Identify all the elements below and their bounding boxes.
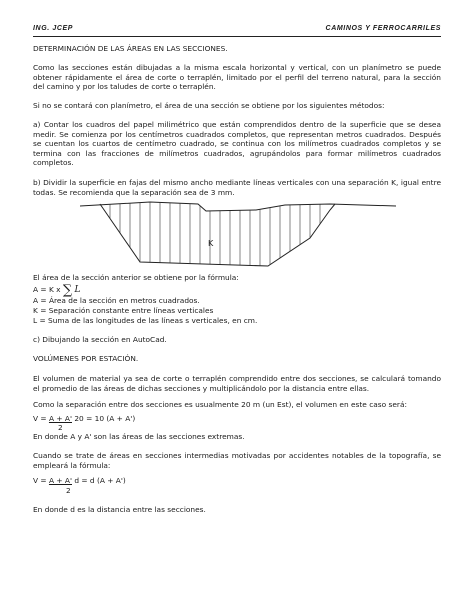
paragraph-method-a: a) Contar los cuadros del papel milimétrico que están comprendidos dentro de la superficie que se desea medir. Se comienza por los centímetros cuadrados completos, que representan metros cuadrados. Después se cuentan los cuartos de centímetro cuadrado, se continua con los milímetros cuadrados completos y se termina con las fracciones de milímetros cuadrados, agrupándolos para formar milímetros cuadrados completos. bbox=[33, 120, 441, 168]
paragraph-method-c: c) Dibujando la sección en AutoCad. bbox=[33, 335, 167, 344]
definition-a: A = Área de la sección en metros cuadrados. bbox=[33, 296, 200, 305]
section-title-volumes: VOLÚMENES POR ESTACIÓN. bbox=[33, 354, 139, 363]
formula1-denominator: 2 bbox=[58, 423, 63, 432]
paragraph-station-spacing: Como la separación entre dos secciones es usualmente 20 m (un Est), el volumen en este caso será: bbox=[33, 400, 407, 409]
header-rule bbox=[33, 36, 441, 37]
header-author: ING. JCEP bbox=[33, 25, 74, 32]
figure-label-k: K bbox=[208, 239, 214, 248]
terrain-profile bbox=[80, 202, 396, 211]
formula1-note: En donde A y A' son las áreas de las secciones extremas. bbox=[33, 432, 245, 441]
formula-area bbox=[33, 283, 441, 297]
formula1-numerator: A + A' bbox=[48, 414, 72, 423]
formula2-lhs: V = bbox=[33, 476, 49, 485]
definition-k: K = Separación constante entre líneas verticales bbox=[33, 306, 214, 315]
header-course: CAMINOS Y FERROCARRILES bbox=[325, 25, 441, 32]
page-header bbox=[33, 22, 441, 34]
formula1-lhs: V = bbox=[33, 414, 49, 423]
definition-l: L = Suma de las longitudes de las líneas s verticales, en cm. bbox=[33, 316, 258, 325]
formula2-denominator: 2 bbox=[66, 486, 71, 495]
formula2-numerator: A + A' bbox=[48, 476, 72, 485]
formula1-rest: 20 = 10 (A + A') bbox=[72, 414, 136, 423]
paragraph-methods: Si no se contará con planímetro, el área de una sección se obtiene por los siguientes métodos: bbox=[33, 101, 385, 110]
paragraph-intermediate-sections: Cuando se trate de áreas en secciones intermedias motivadas por accidentes notables de la topografía, se empleará la fórmula: bbox=[33, 451, 441, 470]
formula-volume-distance bbox=[33, 476, 441, 486]
paragraph-planimeter: Como las secciones están dibujadas a la misma escala horizontal y vertical, con un planímetro se puede obtener rápidamente el área de corte o terraplén, limitado por el perfil del terreno natural, para la sección del camino y por los taludes de corte o terraplén. bbox=[33, 63, 441, 92]
formula-area-l: L bbox=[74, 285, 81, 295]
paragraph-method-b: b) Dividir la superficie en fajas del mismo ancho mediante líneas verticales con una separación K, igual entre todas. Se recomienda que la separación sea de 3 mm. bbox=[33, 178, 441, 197]
formula2-note: En donde d es la distancia entre las secciones. bbox=[33, 505, 206, 514]
formula2-rest: d = d (A + A') bbox=[72, 476, 126, 485]
formula-area-lhs: A = K x bbox=[33, 285, 61, 294]
cross-section-figure bbox=[80, 198, 396, 270]
summation-symbol: ∑ bbox=[62, 283, 73, 298]
paragraph-formula-intro: El área de la sección anterior se obtiene por la fórmula: bbox=[33, 273, 239, 282]
vertical-strips bbox=[110, 202, 320, 266]
paragraph-volume-definition: El volumen de material ya sea de corte o terraplén comprendido entre dos secciones, se calculará tomando el promedio de las áreas de dichas secciones y multiplicándolo por la distancia entre ellas. bbox=[33, 374, 441, 393]
section-title-areas: DETERMINACIÓN DE LAS ÁREAS EN LAS SECCIONES. bbox=[33, 44, 228, 53]
